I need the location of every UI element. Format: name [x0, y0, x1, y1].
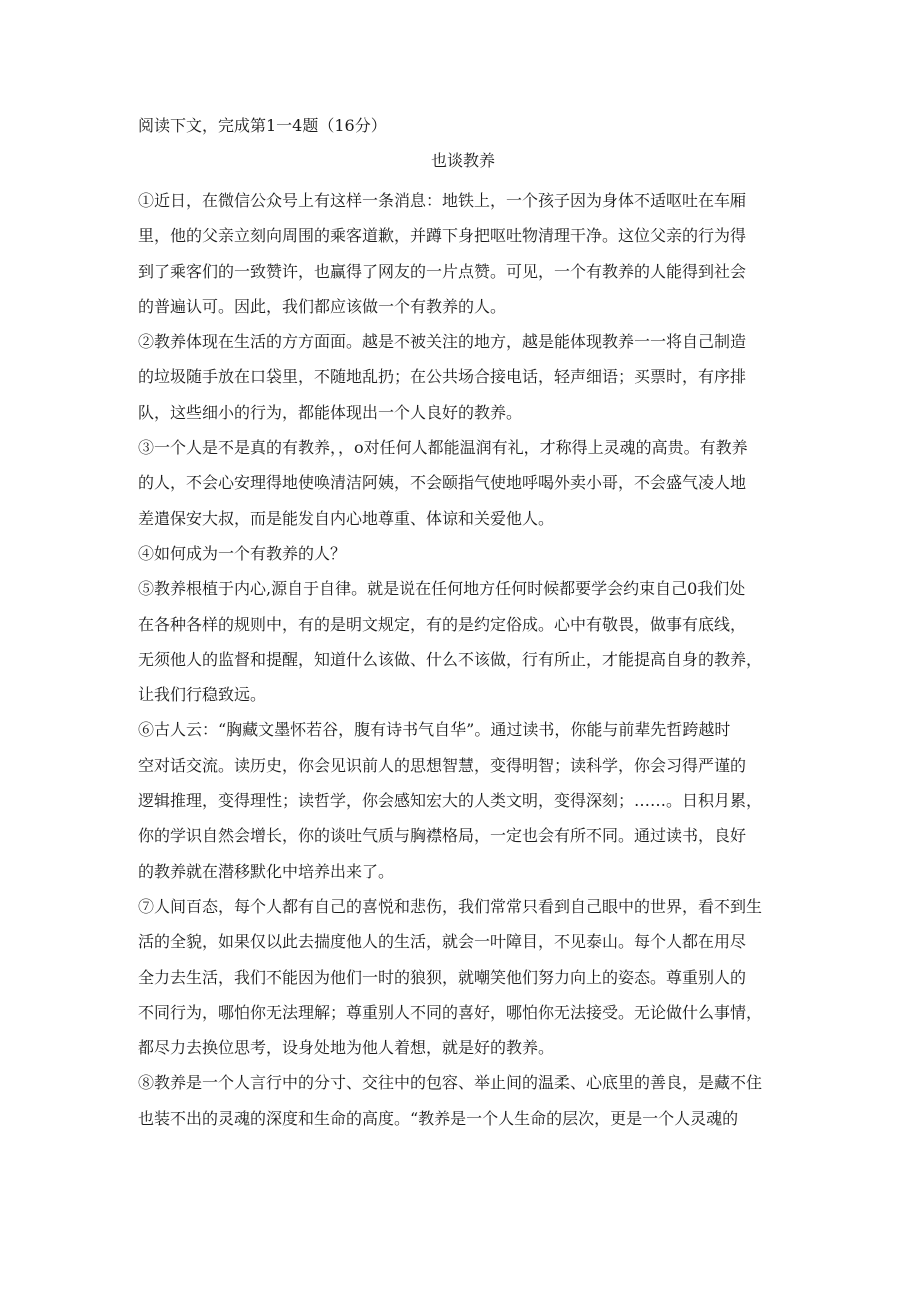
text-line: 都尽力去换位思考，设身处地为他人着想，就是好的教养。: [138, 1038, 555, 1058]
text-line: 活的全貌，如果仅以此去揣度他人的生活，就会一叶障目，不见泰山。每个人都在用尽: [138, 932, 747, 952]
text-line: ⑦人间百态，每个人都有自己的喜悦和悲伤，我们常常只看到自己眼中的世界，看不到生: [138, 896, 763, 916]
text-line: 全力去生活，我们不能因为他们一时的狼狈，就嘲笑他们努力向上的姿态。尊重别人的: [138, 967, 747, 987]
article-body: [138, 183, 788, 1136]
reading-instruction: 阅读下文，完成第1一4题（16分）: [138, 116, 387, 135]
text-line: ①近日，在微信公众号上有这样一条消息：地铁上，一个孩子因为身体不适呕吐在车厢: [138, 191, 747, 210]
paragraph-1: [138, 183, 788, 324]
paragraph-7: [138, 889, 788, 1065]
text-line: ③一个人是不是真的有教养，，o对任何人都能温润有礼，才称得上灵魂的高贵。有教养: [138, 438, 748, 458]
text-line: 在各种各样的规则中，有的是明文规定，有的是约定俗成。心中有敬畏，做事有底线，: [138, 614, 747, 634]
text-line: ⑧教养是一个人言行中的分寸、交往中的包容、举止间的温柔、心底里的善良，是藏不住: [138, 1073, 763, 1093]
text-line: ⑤教养根植于内心,源自于自律。就是说在任何地方任何时候都要学会约束自己0我们处: [138, 579, 746, 599]
article-title: 也谈教养: [430, 151, 495, 170]
text-line: ④如何成为一个有教养的人？: [138, 543, 347, 563]
text-line: 空对话交流。读历史，你会见识前人的思想智慧，变得明智；读科学，你会习得严谨的: [138, 755, 747, 775]
text-line: 也装不出的灵魂的深度和生命的高度。“教养是一个人生命的层次，更是一个人灵魂的: [138, 1108, 739, 1128]
text-line: 让我们行稳致远。: [138, 685, 267, 705]
paragraph-8: [138, 1065, 788, 1136]
paragraph-4: [138, 536, 788, 571]
text-line: ⑥古人云：“胸藏文墨怀若谷，腹有诗书气自华”。通过读书，你能与前辈先哲跨越时: [138, 720, 731, 740]
text-line: 无须他人的监督和提醒，知道什么该做、什么不该做，行有所止，才能提高自身的教养，: [138, 649, 763, 669]
paragraph-2: [138, 324, 788, 430]
text-line: 的普遍认可。因此，我们都应该做一个有教养的人。: [138, 296, 507, 316]
text-line: 里，他的父亲立刻向周围的乘客道歉，并蹲下身把呕吐物清理干净。这位父亲的行为得: [138, 226, 747, 246]
text-line: 逻辑推理，变得理性；读哲学，你会感知宏大的人类文明，变得深刻；……。日积月累，: [138, 791, 763, 811]
paragraph-6: [138, 712, 788, 888]
text-line: 到了乘客们的一致赞许，也赢得了网友的一片点赞。可见，一个有教养的人能得到社会: [138, 261, 747, 281]
text-line: 的人，不会心安理得地使唤清洁阿姨，不会颐指气使地呼喝外卖小哥，不会盛气凌人地: [138, 473, 747, 493]
text-line: 的垃圾随手放在口袋里，不随地乱扔；在公共场合接电话，轻声细语；买票时，有序排: [138, 367, 747, 387]
text-line: 队，这些细小的行为，都能体现出一个人良好的教养。: [138, 402, 523, 422]
paragraph-3: [138, 430, 788, 536]
text-line: 你的学识自然会增长，你的谈吐气质与胸襟格局，一定也会有所不同。通过读书，良好: [138, 826, 747, 846]
text-line: 差遣保安大叔，而是能发自内心地尊重、体谅和关爱他人。: [138, 508, 555, 528]
text-line: 的教养就在潜移默化中培养出来了。: [138, 861, 395, 881]
text-line: 不同行为，哪怕你无法理解；尊重别人不同的喜好，哪怕你无法接受。无论做什么事情，: [138, 1002, 763, 1022]
paragraph-5: [138, 571, 788, 712]
text-line: ②教养体现在生活的方方面面。越是不被关注的地方，越是能体现教养一一将自己制造: [138, 332, 747, 352]
